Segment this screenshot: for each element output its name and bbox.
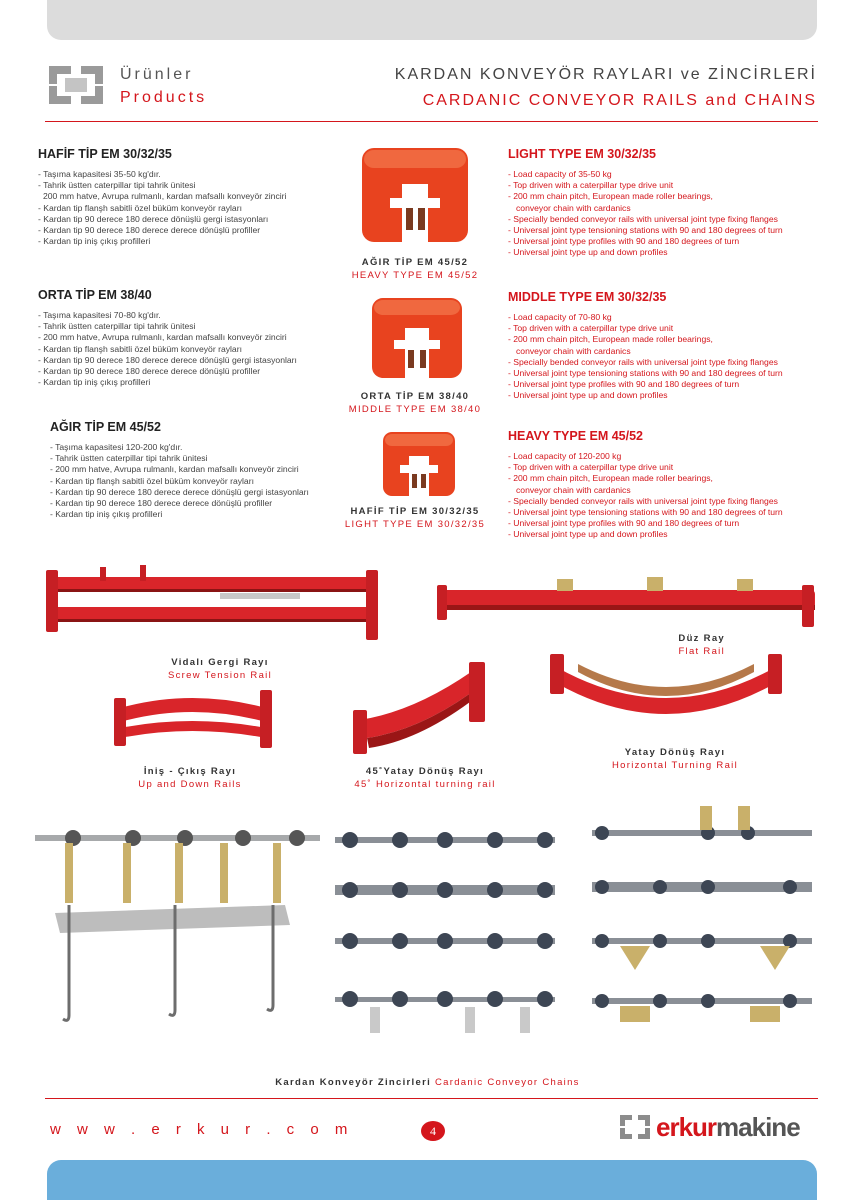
spec-heavy-en [508, 429, 783, 541]
spec-title: HAFİF TİP EM 30/32/35 [38, 147, 172, 161]
spec-title: MIDDLE TYPE EM 30/32/35 [508, 290, 667, 304]
caption-en: MIDDLE TYPE EM 38/40 [348, 404, 482, 415]
profile-light-caption [340, 505, 490, 531]
spec-list [508, 169, 783, 259]
brand-name-a: erkur [656, 1111, 717, 1142]
caption-en: Screw Tension Rail [167, 670, 272, 681]
spec-item: - Universal joint type profiles with 90 and 180 degrees of turn [508, 236, 740, 247]
spec-light-tr [38, 147, 286, 247]
caption-tr: AĞIR TİP EM 45/52 [361, 257, 469, 268]
spec-item: - Top driven with a caterpillar type drive unit [508, 323, 674, 334]
spec-item: conveyor chain with cardanics [516, 202, 631, 213]
spec-item: conveyor chain with cardanics [516, 345, 631, 356]
spec-item: - 200 mm chain pitch, European made roller bearings, [508, 473, 713, 484]
up-down-rail-caption [110, 765, 270, 791]
spec-item: - Taşıma kapasitesi 120-200 kg'dır. [50, 442, 183, 452]
spec-item: - Tahrik üstten caterpillar tipi tahrik ünitesi [50, 453, 208, 464]
spec-list [38, 310, 297, 388]
footer-divider [45, 1098, 818, 1099]
spec-item: conveyor chain with cardanics [516, 484, 631, 495]
spec-item: - Load capacity of 35-50 kg [508, 169, 612, 179]
caption-en: Cardanic Conveyor Chains [434, 1077, 580, 1088]
profile-light-image [383, 432, 455, 496]
spec-heavy-tr [50, 420, 309, 520]
spec-item: - 200 mm hatve, Avrupa rulmanlı, kardan mafsallı konveyör zinciri [38, 332, 287, 343]
spec-title: ORTA TİP EM 38/40 [38, 288, 152, 302]
erkur-logo-icon [45, 60, 107, 110]
caption-tr: İniş - Çıkış Rayı [143, 766, 237, 777]
caption-tr: Kardan Konveyör Zincirleri [275, 1077, 432, 1088]
screw-tension-rail-image [40, 565, 380, 650]
caption-en: Horizontal Turning Rail [612, 760, 738, 771]
section-label-tr: Ürünler [120, 66, 194, 83]
spec-item: - 200 mm chain pitch, European made roller bearings, [508, 191, 713, 202]
brand-logo [618, 1110, 800, 1144]
spec-item: - Universal joint type profiles with 90 and 180 degrees of turn [508, 379, 740, 390]
spec-item: - Universal joint type up and down profiles [508, 247, 668, 258]
brand-name-b: makine [716, 1111, 800, 1142]
caption-tr: Vidalı Gergi Rayı [171, 657, 269, 668]
spec-list [38, 169, 286, 247]
flat-rail-image [437, 575, 819, 630]
spec-item: - Top driven with a caterpillar type drive unit [508, 462, 674, 473]
chain-hooks-image [35, 825, 320, 1030]
profile-heavy-image [362, 148, 468, 242]
profile-middle-caption [340, 390, 490, 416]
spec-item: - Universal joint type tensioning stations with 90 and 180 degrees of turn [508, 507, 783, 518]
spec-item: - Universal joint type up and down profiles [508, 390, 668, 401]
spec-item: 200 mm hatve, Avrupa rulmanlı, kardan mafsallı konveyör zinciri [43, 191, 287, 202]
header-divider [45, 121, 818, 122]
spec-light-en [508, 147, 783, 259]
brand-mark-icon [618, 1113, 652, 1141]
chain-flanges-image [590, 800, 815, 1035]
spec-item: - Universal joint type up and down profiles [508, 529, 668, 540]
spec-item: - Load capacity of 70-80 kg [508, 312, 612, 322]
chains-caption [0, 1077, 855, 1088]
chain-types-image [330, 825, 560, 1050]
spec-item: - Taşıma kapasitesi 70-80 kg'dır. [38, 310, 161, 320]
spec-title: AĞIR TİP EM 45/52 [50, 420, 161, 434]
spec-item: - 200 mm chain pitch, European made roller bearings, [508, 334, 713, 345]
horizontal-turning-rail-caption [590, 746, 760, 772]
spec-item: - Specially bended conveyor rails with universal joint type fixing flanges [508, 213, 778, 224]
caption-en: Flat Rail [678, 646, 725, 657]
turning-rail-45-caption [340, 765, 510, 791]
spec-item: - 200 mm hatve, Avrupa rulmanlı, kardan mafsallı konveyör zinciri [50, 464, 299, 475]
spec-item: - Tahrik üstten caterpillar tipi tahrik ünitesi [38, 180, 196, 191]
spec-list [50, 442, 309, 520]
spec-item: - Kardan tip 90 derece 180 derece derece dönüşlü gergi istasyonları [50, 486, 309, 497]
caption-tr: HAFİF TİP EM 30/32/35 [350, 506, 480, 517]
screw-tension-rail-caption [120, 656, 320, 682]
caption-tr: Yatay Dönüş Rayı [624, 747, 726, 758]
spec-title: HEAVY TYPE EM 45/52 [508, 429, 644, 443]
caption-en: HEAVY TYPE EM 45/52 [351, 270, 479, 281]
top-decor-bar [47, 0, 817, 40]
spec-list [508, 312, 783, 402]
spec-item: - Kardan tip flanşh sabitli özel büküm konveyör rayları [38, 202, 242, 213]
spec-item: - Kardan tip flanşh sabitli özel büküm konveyör rayları [50, 475, 254, 486]
caption-en: LIGHT TYPE EM 30/32/35 [344, 519, 486, 530]
spec-title: LIGHT TYPE EM 30/32/35 [508, 147, 656, 161]
caption-en: 45˚ Horizontal turning rail [354, 779, 496, 790]
page-number: 4 [421, 1121, 445, 1141]
page-title-en: CARDANIC CONVEYOR RAILS and CHAINS [422, 92, 817, 109]
spec-item: - Kardan tip 90 derece 180 derece derece dönüşlü gergi istasyonları [38, 354, 297, 365]
spec-item: - Kardan tip 90 derece 180 derece derece dönüşlü profiller [38, 225, 261, 236]
profile-middle-image [372, 298, 462, 378]
spec-item: - Taşıma kapasitesi 35-50 kg'dır. [38, 169, 161, 179]
spec-item: - Kardan tip iniş çıkış profilleri [50, 509, 163, 520]
caption-tr: 45˚Yatay Dönüş Rayı [365, 766, 485, 777]
spec-item: - Universal joint type profiles with 90 and 180 degrees of turn [508, 518, 740, 529]
spec-item: - Load capacity of 120-200 kg [508, 451, 622, 461]
spec-middle-tr [38, 288, 297, 388]
spec-item: - Universal joint type tensioning stations with 90 and 180 degrees of turn [508, 368, 783, 379]
profile-heavy-caption [340, 256, 490, 282]
spec-item: - Universal joint type tensioning stations with 90 and 180 degrees of turn [508, 225, 783, 236]
section-label-en: Products [120, 89, 208, 106]
up-down-rail-image [112, 688, 274, 754]
caption-tr: Düz Ray [678, 633, 725, 644]
spec-item: - Kardan tip 90 derece 180 derece dönüşlü gergi istasyonları [38, 213, 269, 224]
website-link[interactable]: w w w . e r k u r . c o m [50, 1121, 354, 1138]
spec-item: - Kardan tip iniş çıkış profilleri [38, 236, 151, 247]
spec-item: - Top driven with a caterpillar type drive unit [508, 180, 674, 191]
turning-rail-45-image [353, 660, 493, 760]
spec-item: - Kardan tip iniş çıkış profilleri [38, 377, 151, 388]
spec-item: - Kardan tip 90 derece 180 derece derece dönüşlü profiller [38, 366, 261, 377]
caption-tr: ORTA TİP EM 38/40 [360, 391, 470, 402]
page-title-tr: KARDAN KONVEYÖR RAYLARI ve ZİNCİRLERİ [394, 66, 817, 83]
spec-item: - Kardan tip 90 derece 180 derece derece dönüşlü profiller [50, 498, 273, 509]
spec-item: - Tahrik üstten caterpillar tipi tahrik ünitesi [38, 321, 196, 332]
caption-en: Up and Down Rails [138, 779, 242, 790]
spec-item: - Specially bended conveyor rails with universal joint type fixing flanges [508, 356, 778, 367]
spec-middle-en [508, 290, 783, 402]
spec-item: - Specially bended conveyor rails with universal joint type fixing flanges [508, 495, 778, 506]
spec-item: - Kardan tip flanşh sabitli özel büküm konveyör rayları [38, 343, 242, 354]
bottom-decor-bar [47, 1160, 817, 1200]
spec-list [508, 451, 783, 541]
horizontal-turning-rail-image [548, 648, 784, 740]
